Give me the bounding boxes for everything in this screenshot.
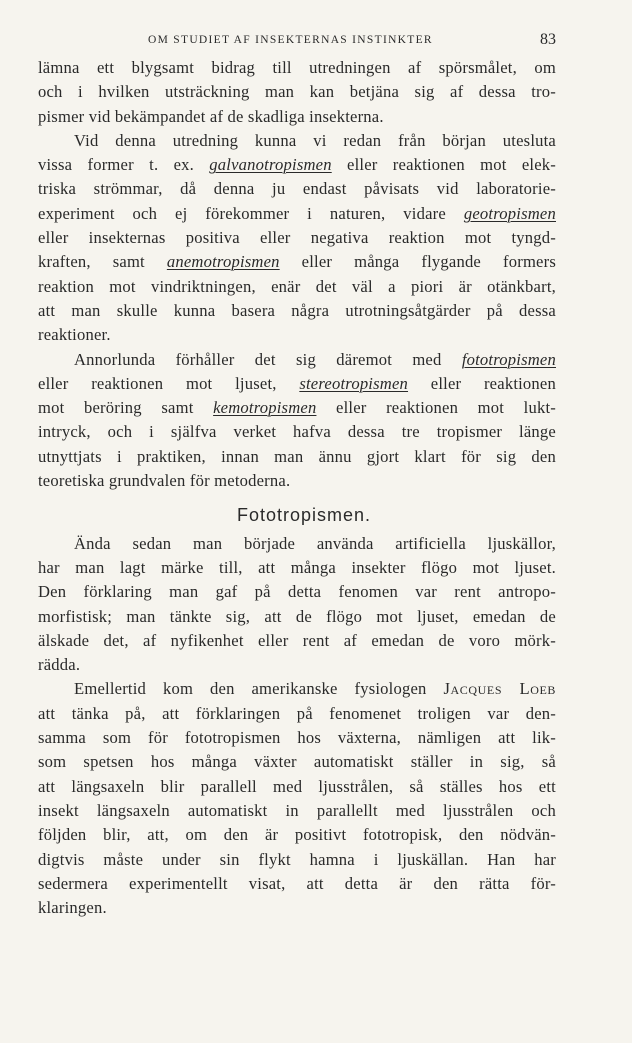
text-line: som spetsen hos många växter automatiskt ställer in sig, så xyxy=(38,752,556,772)
text-line: och i hvilken utsträckning man kan betjäna sig af dessa tro- xyxy=(38,82,556,102)
text-line: teoretiska grundvalen för metoderna. xyxy=(38,471,291,491)
paragraph xyxy=(38,129,556,348)
text-line: att man skulle kunna basera några utrotningsåtgärder på dessa xyxy=(38,300,556,320)
text-line: rädda. xyxy=(38,655,81,675)
text-line: Emellertid kom den amerikanske fysiologen Jacques Loeb xyxy=(74,679,557,699)
text-line: Annorlunda förhåller det sig däremot med fototropismen xyxy=(74,349,556,369)
text-line: att tänka på, att förklaringen på fenomenet troligen var den- xyxy=(38,703,556,723)
term-stereotropismen: stereotropismen xyxy=(299,373,409,393)
text-line: följden blir, att, om den är positivt fototropisk, den nödvän- xyxy=(38,825,556,845)
term-geotropismen: geotropismen xyxy=(463,203,556,223)
text-line: har man lagt märke till, att många insekter flögo mot ljuset. xyxy=(38,557,556,577)
term-kemotropismen: kemotropismen xyxy=(213,398,317,418)
text-line: Ända sedan man började använda artificiella ljuskällor, xyxy=(74,533,556,553)
text-line: morfistisk; man tänkte sig, att de flögo mot ljuset, emedan de xyxy=(38,606,556,626)
text-line: digtvis måste under sin flykt hamna i ljuskällan. Han har xyxy=(38,849,556,869)
text-line: eller insekternas positiva eller negativa reaktion mot tyngd- xyxy=(38,228,556,248)
text-line: Vid denna utredning kunna vi redan från början utesluta xyxy=(74,130,556,150)
text-line: älskade det, af nyfikenhet eller rent af emedan de voro mörk- xyxy=(38,630,556,650)
term-fototropismen: fototropismen xyxy=(461,349,556,369)
section-heading: Fototropismen. xyxy=(236,505,372,526)
page-number: 83 xyxy=(540,31,556,48)
paragraph xyxy=(38,348,556,494)
text-line: klaringen. xyxy=(38,898,107,918)
text-line: Den förklaring man gaf på detta fenomen var rent antropo- xyxy=(38,582,556,602)
text-line: reaktioner. xyxy=(38,325,111,345)
term-galvanotropismen: galvanotropismen xyxy=(209,155,332,175)
text-line: reaktion mot vindriktningen, enär det väl a piori är otänkbart, xyxy=(38,276,556,296)
text-line: pismer vid bekämpandet af de skadliga insekterna. xyxy=(38,106,384,126)
author-name: Jacques Loeb xyxy=(443,679,557,699)
text-line: insekt längsaxeln automatiskt in parallellt med ljusstrålen och xyxy=(38,800,556,820)
paragraph xyxy=(38,677,556,920)
page-header xyxy=(38,31,556,56)
text-line: lämna ett blygsamt bidrag till utredningen af spörsmålet, om xyxy=(38,58,556,77)
text-line: experiment och ej förekommer i naturen, vidare geotropismen xyxy=(38,203,556,223)
text-line: kraften, samt anemotropismen eller många flygande formers xyxy=(38,252,556,272)
text-line: samma som för fototropismen hos växterna, nämligen att lik- xyxy=(38,728,556,748)
text-line: att längsaxeln blir parallell med ljusstrålen, så ställes hos ett xyxy=(38,776,556,796)
paragraph xyxy=(38,532,556,678)
text-line: eller reaktionen mot ljuset, stereotropismen eller reaktionen xyxy=(38,373,556,393)
term-anemotropismen: anemotropismen xyxy=(166,252,280,272)
body-text xyxy=(38,56,556,920)
text-line: intryck, och i själfva verket hafva dessa tre tropismer länge xyxy=(38,422,556,442)
text-line: sedermera experimentellt visat, att detta är den rätta för- xyxy=(38,873,556,893)
text-line: mot beröring samt kemotropismen eller reaktionen mot lukt- xyxy=(38,398,556,418)
text-line: vissa former t. ex. galvanotropismen eller reaktionen mot elek- xyxy=(38,155,556,175)
text-line: utnyttjats i praktiken, innan man ännu gjort klart för sig den xyxy=(38,446,556,466)
running-head: OM STUDIET AF INSEKTERNAS INSTINKTER xyxy=(148,34,433,46)
text-line: triska strömmar, då denna ju endast påvisats vid laboratorie- xyxy=(38,179,556,199)
book-page xyxy=(38,31,557,920)
paragraph xyxy=(38,56,556,129)
